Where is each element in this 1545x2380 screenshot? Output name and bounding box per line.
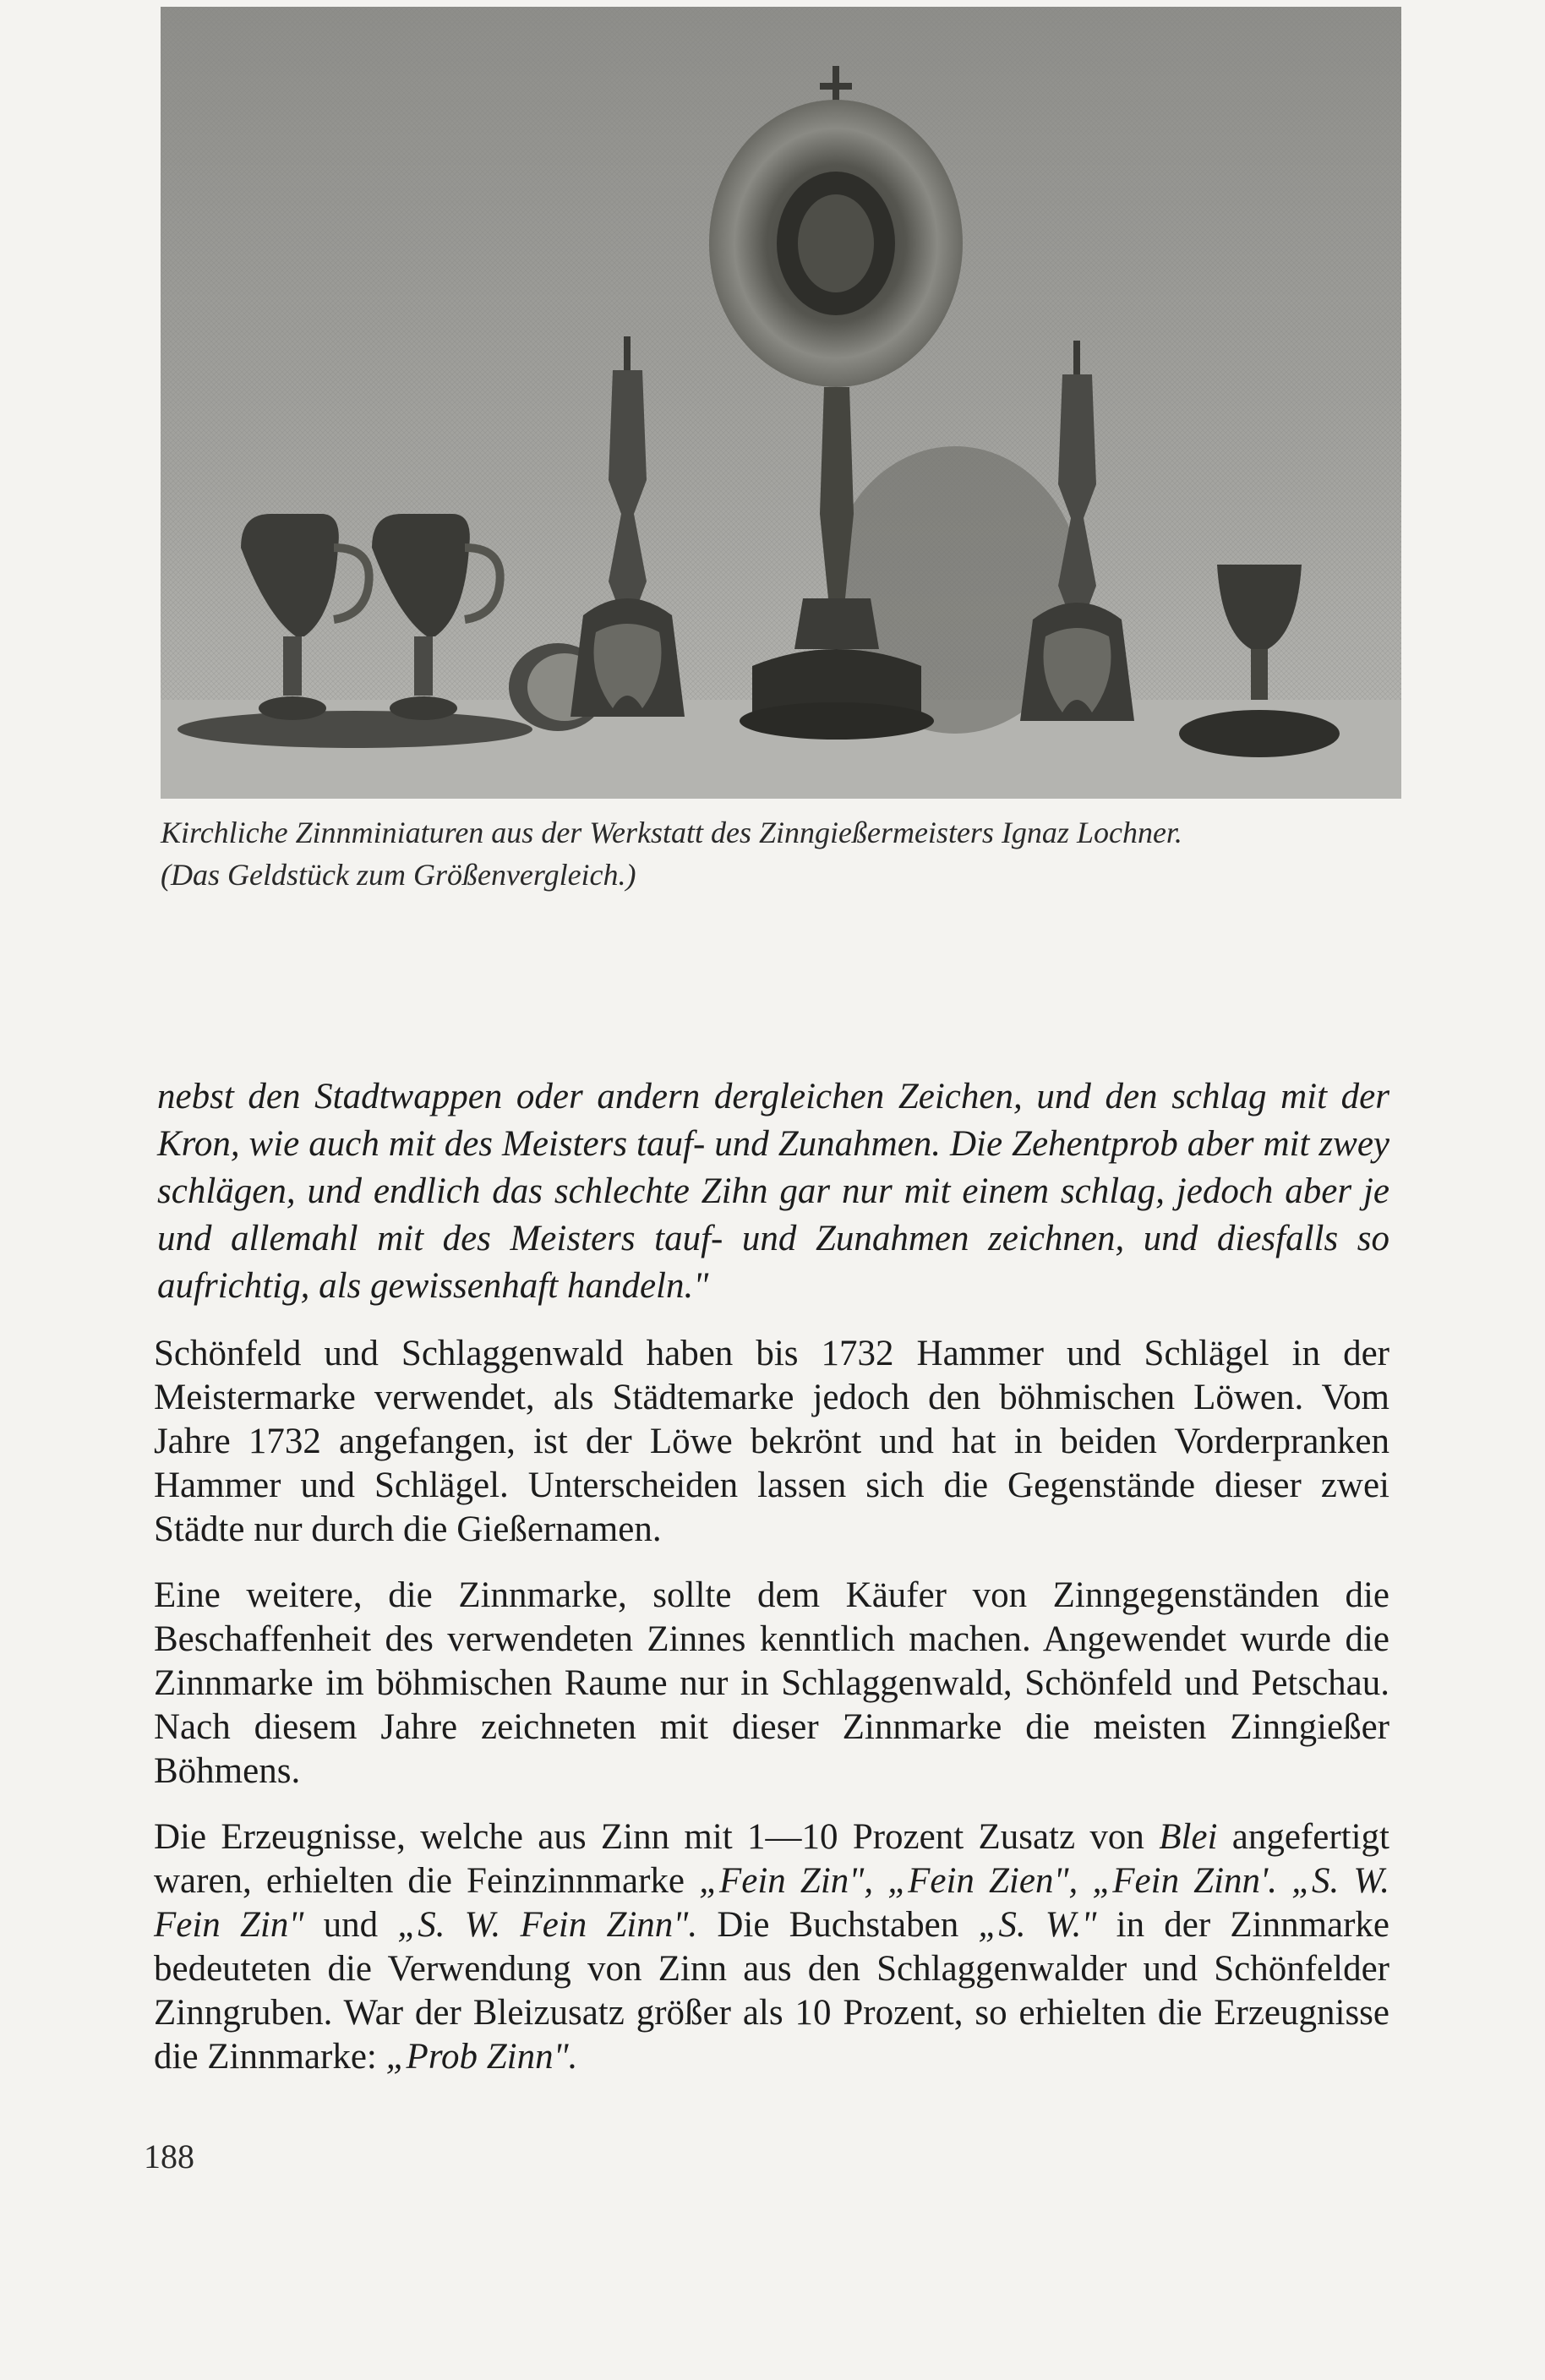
historical-quote [157,1073,1389,1310]
paragraph-3-italic-5: „Prob Zinn". [385,2037,578,2077]
paragraph-3-part-2: angefertigt waren, erhielten die Feinzinnmarke [154,1817,1389,1901]
caption-line-1: Kirchliche Zinnminiaturen aus der Werkstatt des Zinngießermeisters Ignaz Lochner. [161,816,1182,849]
photo-illustration [161,7,1401,799]
body-text [154,1332,1389,2079]
paragraph-3-italic-1: Blei [1159,1817,1218,1857]
paragraph-1: Schönfeld und Schlaggenwald haben bis 1732 Hammer und Schlägel in der Meistermarke verwendet, als Städtemarke jedoch den böhmischen Löwen. Vom Jahre 1732 angefangen, ist der Löwe bekrönt und hat in beiden Vorderpranken Hammer und Schlägel. Unterscheiden lassen sich die Gegenstände dieser zwei Städte nur durch die Gießernamen. [154,1334,1389,1549]
photograph-pewter-miniatures [161,7,1401,799]
paragraph-3-italic-4: „S. W." [978,1905,1097,1945]
paragraph-3-part-4: Die Buchstaben [697,1905,979,1945]
paragraph-3 [154,1815,1389,2079]
figure-caption [161,811,1395,896]
caption-line-2: (Das Geldstück zum Größenvergleich.) [161,858,636,892]
paragraph-3-part-5: in der Zinnmarke bedeuteten die Verwendung von Zinn aus den Schlaggenwalder und Schönfelder Zinngruben. War der Bleizusatz größer als 10 Prozent, so erhielten die Erzeugnisse die Zinnmarke: [154,1905,1390,2077]
quote-text: nebst den Stadtwappen oder andern dergleichen Zeichen, und den schlag mit der Kron, wie auch mit des Meisters tauf- und Zunahmen. Die Zehentprob aber mit zwey schlägen, und endlich das schlechte Zihn gar nur mit einem schlag, jedoch aber je und allemahl mit des Meisters tauf- und Zunahmen zeichnen, und diesfalls so aufrichtig, als gewissenhaft handeln." [157,1077,1389,1306]
paragraph-3-part-3: und [303,1905,398,1945]
paragraph-3-italic-2: „Fein Zin", „Fein Zien", „Fein Zinn'. „S. W. Fein Zin" [154,1861,1389,1945]
paragraph-3-part-1: Die Erzeugnisse, welche aus Zinn mit 1—10 Prozent Zusatz von [154,1817,1160,1857]
paragraph-2: Eine weitere, die Zinnmarke, sollte dem Käufer von Zinngegenständen die Beschaffenheit des verwendeten Zinnes kenntlich machen. Angewendet wurde die Zinnmarke im böhmischen Raume nur in Schlaggenwald, Schönfeld und Petschau. Nach diesem Jahre zeichneten mit dieser Zinnmarke die meisten Zinngießer Böhmens. [154,1575,1389,1791]
page-number: 188 [144,2137,194,2175]
paragraph-3-italic-3: „S. W. Fein Zinn". [397,1905,698,1945]
